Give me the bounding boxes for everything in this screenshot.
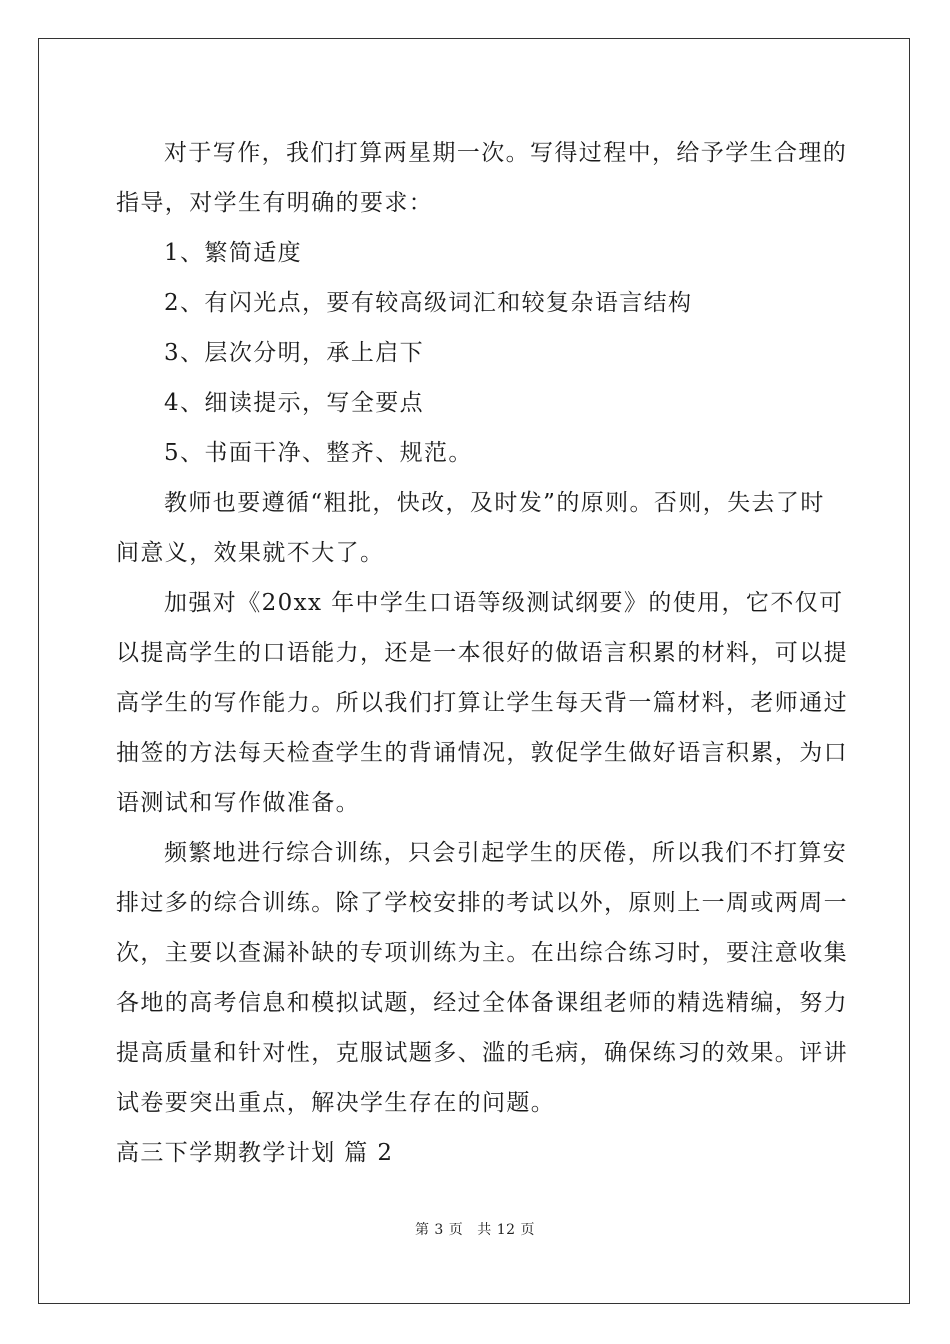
list-item: 5、书面干净、整齐、规范。 bbox=[164, 440, 473, 466]
list-item: 2、有闪光点，要有较高级词汇和较复杂语言结构 bbox=[164, 290, 693, 316]
paragraph-line: 排过多的综合训练。除了学校安排的考试以外，原则上一周或两周一 bbox=[116, 890, 848, 916]
section-heading: 高三下学期教学计划 篇 2 bbox=[116, 1140, 394, 1166]
paragraph-line: 对于写作，我们打算两星期一次。写得过程中，给予学生合理的 bbox=[164, 140, 848, 166]
page-footer bbox=[0, 1219, 950, 1239]
paragraph-line: 抽签的方法每天检查学生的背诵情况，敦促学生做好语言积累，为口 bbox=[116, 740, 848, 766]
page-total: 共 12 页 bbox=[477, 1222, 536, 1238]
paragraph-line: 以提高学生的口语能力，还是一本很好的做语言积累的材料，可以提 bbox=[116, 640, 848, 666]
paragraph-line: 高学生的写作能力。所以我们打算让学生每天背一篇材料，老师通过 bbox=[116, 690, 848, 716]
paragraph-line: 加强对《20xx 年中学生口语等级测试纲要》的使用，它不仅可 bbox=[164, 590, 844, 616]
paragraph-line: 语测试和写作做准备。 bbox=[116, 790, 360, 816]
list-item: 3、层次分明，承上启下 bbox=[164, 340, 425, 366]
paragraph-line: 试卷要突出重点，解决学生存在的问题。 bbox=[116, 1090, 556, 1116]
paragraph-line: 间意义，效果就不大了。 bbox=[116, 540, 385, 566]
paragraph-line: 教师也要遵循“粗批，快改，及时发”的原则。否则，失去了时 bbox=[164, 490, 825, 516]
paragraph-line: 提高质量和针对性，克服试题多、滥的毛病，确保练习的效果。评讲 bbox=[116, 1040, 848, 1066]
list-item: 4、细读提示，写全要点 bbox=[164, 390, 425, 416]
paragraph-line: 频繁地进行综合训练，只会引起学生的厌倦，所以我们不打算安 bbox=[164, 840, 848, 866]
paragraph-line: 指导，对学生有明确的要求： bbox=[116, 190, 434, 216]
paragraph-line: 各地的高考信息和模拟试题，经过全体备课组老师的精选精编，努力 bbox=[116, 990, 848, 1016]
page-number: 第 3 页 bbox=[414, 1222, 464, 1238]
paragraph-line: 次，主要以查漏补缺的专项训练为主。在出综合练习时，要注意收集 bbox=[116, 940, 848, 966]
document-body bbox=[116, 128, 848, 1178]
list-item: 1、繁简适度 bbox=[164, 240, 303, 266]
